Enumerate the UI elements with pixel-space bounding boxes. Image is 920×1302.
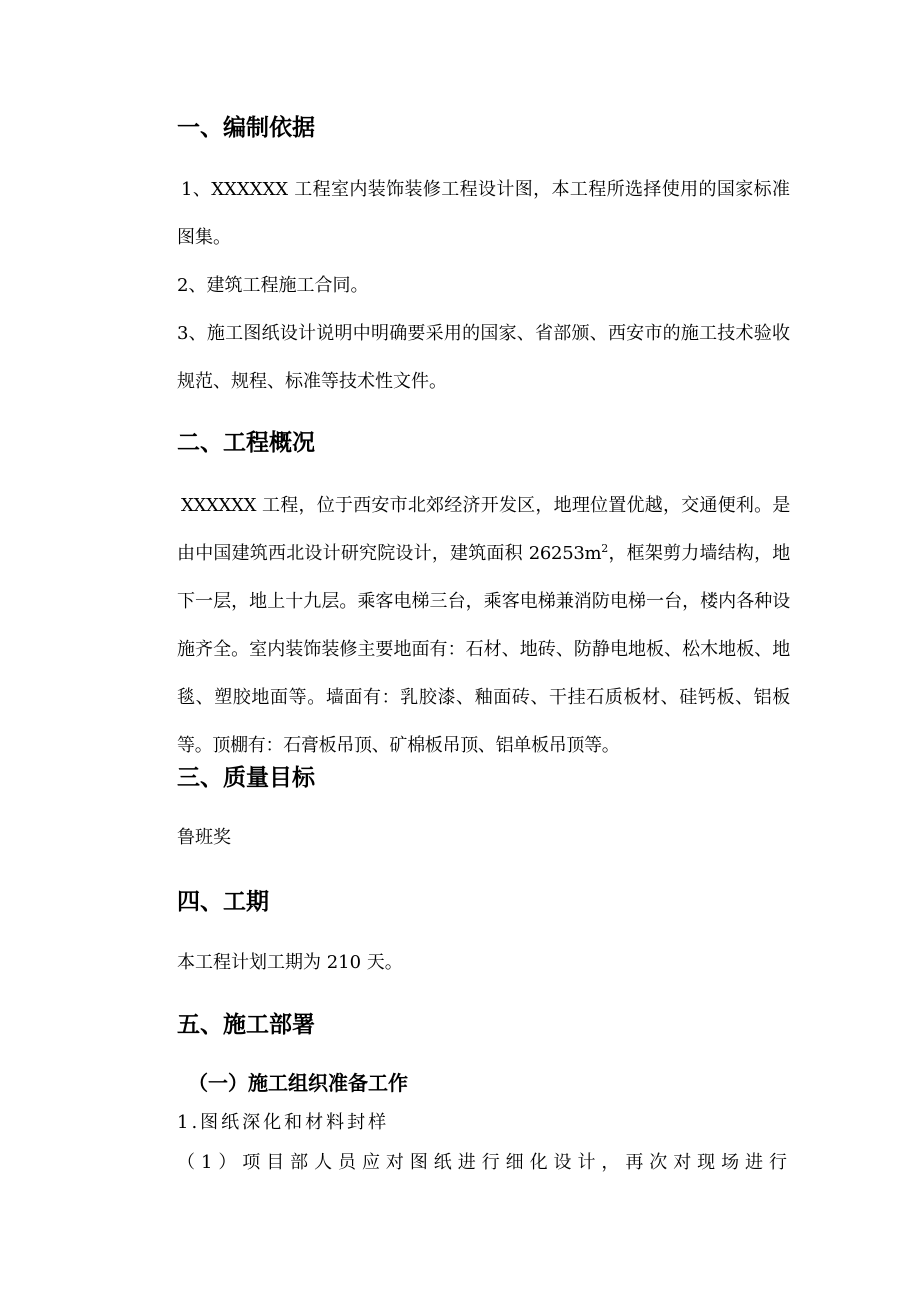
quality-goal-text: 鲁班奖: [177, 827, 231, 848]
basis-item-1: 1、XXXXXX 工程室内装饰装修工程设计图，本工程所选择使用的国家标准图集。: [177, 179, 790, 248]
item-text-drawings: （1）项目部人员应对图纸进行细化设计，再次对现场进行: [177, 1152, 790, 1173]
section-heading-overview: 二、工程概况: [177, 430, 315, 456]
overview-paragraph: [177, 482, 790, 770]
item-title-drawings: 1.图纸深化和材料封样: [177, 1112, 390, 1133]
section-heading-basis: 一、编制依据: [177, 115, 315, 141]
superscript-2: 2: [601, 542, 608, 555]
basis-item-3: 3、施工图纸设计说明中明确要采用的国家、省部颁、西安市的施工技术验收规范、规程、标准等技术性文件。: [177, 323, 790, 392]
schedule-text: 本工程计划工期为 210 天。: [177, 952, 403, 973]
section-heading-schedule: 四、工期: [177, 889, 269, 915]
section-heading-deployment: 五、施工部署: [177, 1012, 315, 1038]
basis-item-2: 2、建筑工程施工合同。: [177, 275, 369, 296]
overview-text-part-1: XXXXXX 工程，位于西安市北郊经济开发区，地理位置优越，交通便利。是由中国建筑西北设计研究院设计，建筑面积 26253m: [177, 495, 790, 564]
section-heading-quality: 三、质量目标: [177, 765, 315, 791]
subsection-heading-preparation: （一）施工组织准备工作: [188, 1071, 408, 1095]
overview-text-part-2: ，框架剪力墙结构，地下一层，地上十九层。乘客电梯三台，乘客电梯兼消防电梯一台，楼内各种设施齐全。室内装饰装修主要地面有：石材、地砖、防静电地板、松木地板、地毯、塑胶地面等。墙面有：乳胶漆、釉面砖、干挂石质板材、硅钙板、铝板等。顶棚有：石膏板吊顶、矿棉板吊顶、铝单板吊顶等。: [177, 543, 790, 756]
